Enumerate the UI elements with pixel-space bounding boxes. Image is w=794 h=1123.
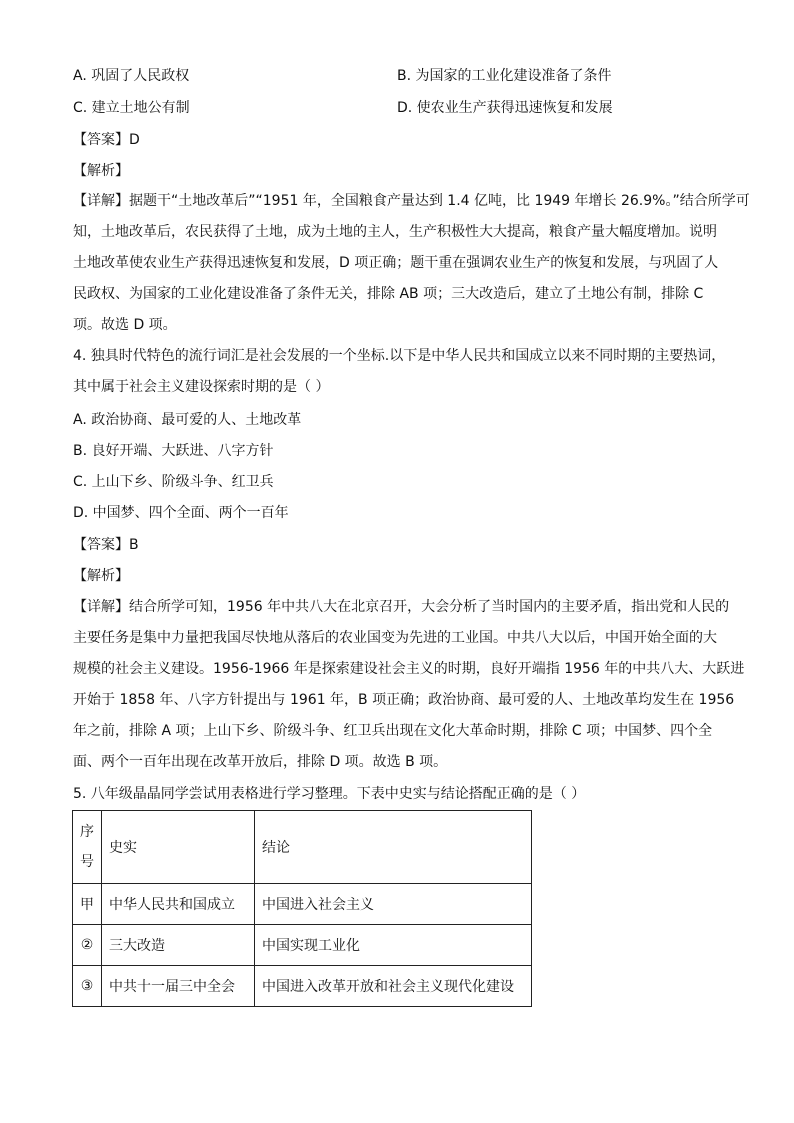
table-header-row [73, 811, 532, 884]
q4-stem-line: 4. 独具时代特色的流行词汇是社会发展的一个坐标.以下是中华人民共和国成立以来不同时期的主要热词， [73, 348, 726, 364]
q4-detail-line: 面、两个一百年出现在改革开放后，排除 D 项。故选 B 项。 [73, 754, 448, 770]
history-table [72, 810, 532, 1007]
q4-stem-line: 其中属于社会主义建设探索时期的是（ ） [73, 379, 330, 395]
table-row [73, 966, 532, 1007]
q4-detail-line: 开始于 1858 年、八字方针提出与 1961 年，B 项正确；政治协商、最可爱的人、土地改革均发生在 1956 [73, 692, 735, 708]
q4-detail-line: 规模的社会主义建设。1956-1966 年是探索建设社会主义的时期，良好开端指 1956 年的中共八大、大跃进 [73, 661, 745, 677]
q3-detail-line: 民政权、为国家的工业化建设准备了条件无关，排除 AB 项；三大改造后，建立了土地公有制，排除 C [73, 286, 704, 302]
q3-detail-line: 土地改革使农业生产获得迅速恢复和发展，D 项正确；题干重在强调农业生产的恢复和发展，与巩固了人 [73, 255, 719, 271]
q3-option-b: B. 为国家的工业化建设准备了条件 [397, 68, 612, 84]
row-conclusion: 中国实现工业化 [255, 925, 532, 966]
q3-detail-line: 知，土地改革后，农民获得了土地，成为土地的主人，生产积极性大大提高，粮食产量大幅度增加。说明 [73, 224, 717, 240]
q4-option-b: B. 良好开端、大跃进、八字方针 [73, 443, 274, 459]
q4-detail [73, 597, 745, 783]
table-row [73, 925, 532, 966]
row-fact: 三大改造 [102, 925, 255, 966]
header-seq-char-1: 序 [80, 824, 94, 840]
row-seq: 甲 [73, 884, 102, 925]
header-seq [73, 811, 102, 884]
q3-option-a: A. 巩固了人民政权 [73, 68, 190, 84]
q3-detail-line: 项。故选 D 项。 [73, 317, 177, 333]
q4-detail-line: 主要任务是集中力量把我国尽快地从落后的农业国变为先进的工业国。中共八大以后，中国开始全面的大 [73, 630, 717, 646]
q4-answer: 【答案】B [73, 537, 139, 553]
q3-option-c: C. 建立土地公有制 [73, 100, 190, 116]
q4-analysis-label: 【解析】 [73, 568, 129, 584]
table-row [73, 884, 532, 925]
row-conclusion: 中国进入社会主义 [255, 884, 532, 925]
q4-option-d: D. 中国梦、四个全面、两个一百年 [73, 505, 289, 521]
q4-option-c: C. 上山下乡、阶级斗争、红卫兵 [73, 474, 274, 490]
q3-detail-line: 【详解】据题干“土地改革后”“1951 年，全国粮食产量达到 1.4 亿吨，比 1949 年增长 26.9%。”结合所学可 [73, 193, 750, 209]
q3-detail [73, 191, 750, 346]
q4-option-a: A. 政治协商、最可爱的人、土地改革 [73, 412, 302, 428]
q3-answer: 【答案】D [73, 132, 140, 148]
row-seq: ② [73, 925, 102, 966]
q4-stem [73, 346, 726, 408]
q3-analysis-label: 【解析】 [73, 163, 129, 179]
row-fact: 中华人民共和国成立 [102, 884, 255, 925]
q4-detail-line: 【详解】结合所学可知，1956 年中共八大在北京召开，大会分析了当时国内的主要矛盾，指出党和人民的 [73, 599, 730, 615]
row-fact: 中共十一届三中全会 [102, 966, 255, 1007]
row-conclusion: 中国进入改革开放和社会主义现代化建设 [255, 966, 532, 1007]
header-seq-char-2: 号 [80, 854, 94, 870]
q5-stem: 5. 八年级晶晶同学尝试用表格进行学习整理。下表中史实与结论搭配正确的是（ ） [73, 786, 586, 802]
row-seq: ③ [73, 966, 102, 1007]
q4-detail-line: 年之前，排除 A 项；上山下乡、阶级斗争、红卫兵出现在文化大革命时期，排除 C 项；中国梦、四个全 [73, 723, 713, 739]
q3-option-d: D. 使农业生产获得迅速恢复和发展 [397, 100, 613, 116]
header-conclusion: 结论 [255, 811, 532, 884]
header-fact: 史实 [102, 811, 255, 884]
